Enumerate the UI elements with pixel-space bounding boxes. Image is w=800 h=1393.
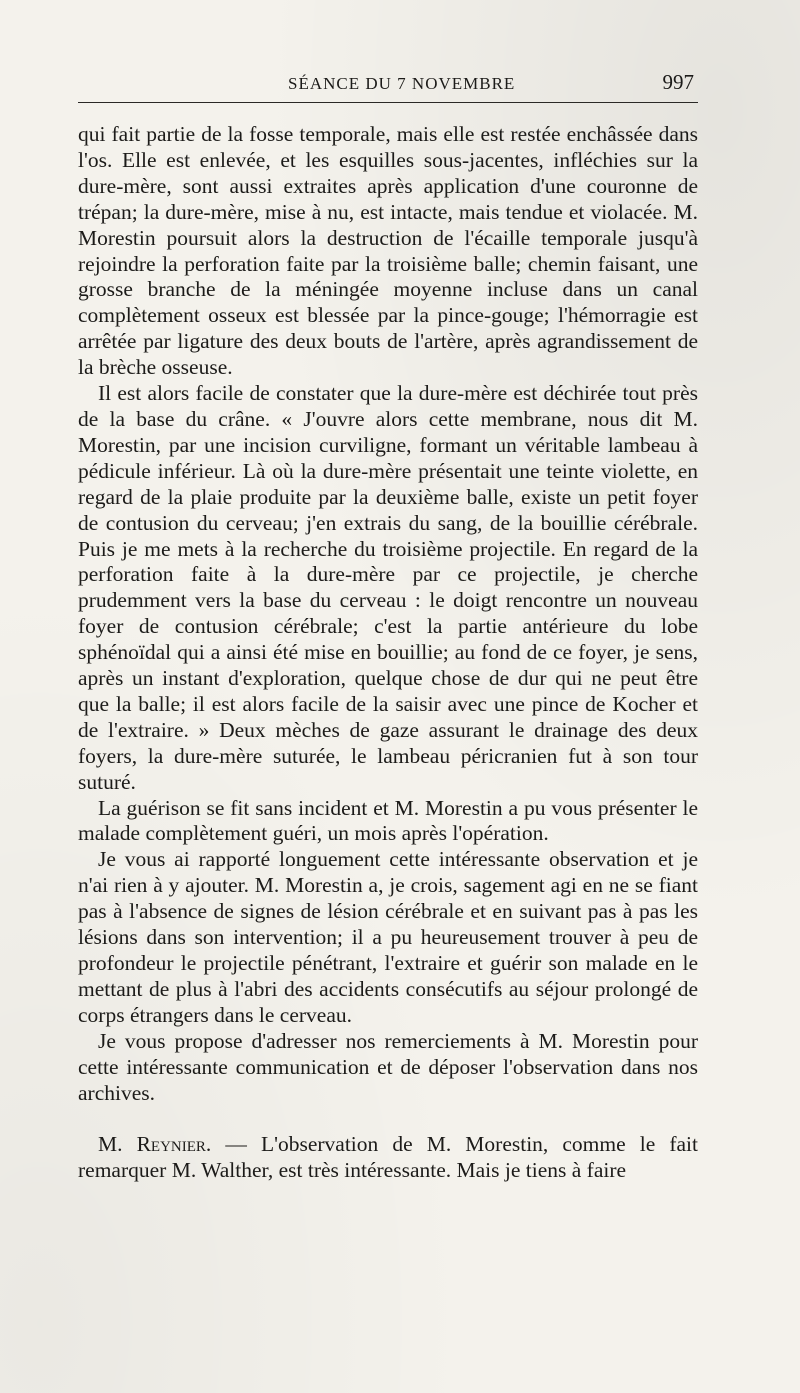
page-number: 997: [662, 70, 694, 94]
speaker-text: — L'observation de M. Morestin, comme le fait remarquer M. Walther, est très intéressante. Mais je tiens à faire: [78, 1132, 698, 1183]
paragraph-recovery: La guérison se fit sans incident et M. Morestin a pu vous présenter le malade complètement guéri, un mois après l'opération.: [78, 795, 698, 846]
running-header: [78, 66, 698, 98]
running-title: SÉANCE DU 7 NOVEMBRE: [288, 74, 516, 93]
speaker-name: M. Reynier.: [98, 1132, 212, 1157]
paragraph-speaker: [78, 1132, 698, 1184]
paragraph-continued: qui fait partie de la fosse temporale, mais elle est restée enchâssée dans l'os. Elle est enlevée, et les esquilles sous-jacentes, infléchies sur la dure-mère, sont aussi extraites après application d'une couronne de trépan; la dure-mère, mise à nu, est intacte, mais tendue et violacée. M. Morestin poursuit alors la destruction de l'écaille temporale jusqu'à rejoindre la perforation faite par la troisième balle; chemin faisant, une grosse branche de la méningée moyenne incluse dans un canal complètement osseux est blessée par la pince-gouge; l'hémorragie est arrêtée par ligature des deux bouts de l'artère, après agrandissement de la brèche osseuse.: [78, 122, 698, 380]
paragraph-quote: Il est alors facile de constater que la dure-mère est déchirée tout près de la base du crâne. « J'ouvre alors cette membrane, nous dit M. Morestin, par une incision curviligne, formant un véritable lambeau à pédicule inférieur. Là où la dure-mère présentait une teinte violette, en regard de la plaie produite par la deuxième balle, existe un petit foyer de contusion du cerveau; j'en extrais du sang, de la bouillie cérébrale. Puis je me mets à la recherche du troisième projectile. En regard de la perforation faite à la dure-mère par ce projectile, je cherche prudemment vers la base du cerveau : le doigt rencontre un nouveau foyer de contusion cérébrale; c'est la partie antérieure du lobe sphénoïdal qui a ainsi été mise en bouillie; au fond de ce foyer, je sens, après un instant d'exploration, quelque chose de dur qui ne peut être que la balle; il est alors facile de la saisir avec une pince de Kocher et de l'extraire. » Deux mèches de gaze assurant le drainage des deux foyers, la dure-mère suturée, le lambeau péricranien fut à son tour suturé.: [78, 381, 698, 794]
body-text: [78, 122, 698, 1184]
paragraph-commentary: Je vous ai rapporté longuement cette intéressante observation et je n'ai rien à y ajouter. M. Morestin a, je crois, sagement agi en ne se fiant pas à l'absence de signes de lésion cérébrale et en suivant pas à pas les lésions dans son intervention; il a pu heureusement trouver à peu de profondeur le projectile pénétrant, l'extraire et guérir son malade en le mettant de plus à l'abri des accidents consécutifs au séjour prolongé de corps étrangers dans le cerveau.: [78, 847, 698, 1027]
header-rule: [78, 102, 698, 103]
paragraph-proposal: Je vous propose d'adresser nos remerciements à M. Morestin pour cette intéressante communication et de déposer l'observation dans nos archives.: [78, 1028, 698, 1105]
